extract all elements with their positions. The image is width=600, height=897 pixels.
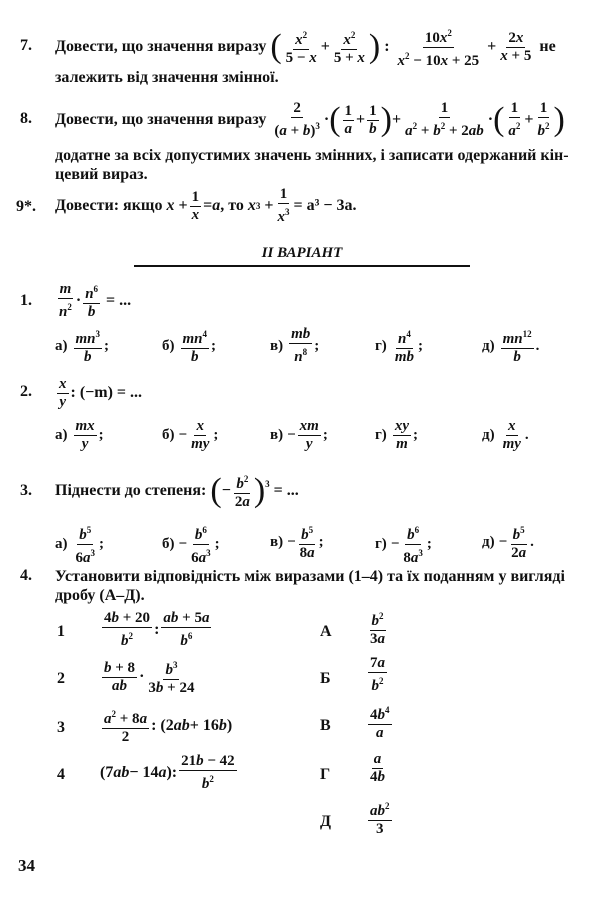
q3-text: Піднести до степеня:	[55, 482, 207, 499]
q4-right-E-letter: Д	[320, 813, 332, 830]
q3-option-b[interactable]: б) − $\frac{b^6}{6a^3}$ ;	[162, 522, 220, 567]
q1-tail: = ...	[106, 292, 132, 309]
problem-9-number: 9*.	[16, 198, 36, 215]
q4-right-C: $\frac{4b^4}{a}$	[366, 702, 394, 742]
q4-right-C-letter: В	[320, 717, 331, 734]
variant-title: II ВАРІАНТ	[261, 245, 343, 261]
q3-expression: Піднести до степеня: ( − $\frac{b^2}{2a}$ ) $^3$ = ...	[55, 472, 299, 510]
q2-option-b[interactable]: б) − $\frac{x}{my}$ ;	[162, 418, 219, 452]
q2-option-d[interactable]: г) $\frac{xy}{m}$ ;	[375, 418, 418, 452]
q1-expression: $\frac{m}{n^2}$ · $\frac{n^6}{b}$ = ...	[59, 281, 132, 320]
q4-left-1-number: 1	[57, 623, 65, 640]
problem-9: Довести: якщо x + $\frac{1}{x}$ = a , то x 3 + $\frac{1}{x^3}$ = a³ − 3a.	[55, 186, 357, 225]
q2-tail: : (−m) = ...	[70, 384, 143, 401]
q4-right-D-letter: Г	[320, 766, 331, 783]
q3-option-d[interactable]: г) − $\frac{b^6}{8a^3}$ ;	[375, 522, 432, 567]
variant-divider	[134, 265, 470, 267]
q1-option-c[interactable]: в) $\frac{mb}{n^8}$ ;	[270, 326, 320, 365]
q4-right-B: $\frac{7a}{b^2}$	[370, 655, 385, 694]
q3-option-a[interactable]: а) $\frac{b^5}{6a^3}$ ;	[55, 522, 104, 567]
q2-option-c[interactable]: в) − $\frac{xm}{y}$ ;	[270, 418, 328, 452]
q2-option-e[interactable]: д) $\frac{x}{my}$ .	[482, 418, 529, 452]
q2-option-a[interactable]: а) $\frac{mx}{y}$ ;	[55, 418, 104, 452]
problem-7-text: Довести, що значення виразу	[55, 38, 267, 55]
problem-7-line2: залежить від значення змінної.	[55, 69, 279, 86]
q4-right-A-letter: А	[320, 623, 332, 640]
q4-left-2: $\frac{b + 8}{ab}$ · $\frac{b^3}{3b + 24}$	[100, 657, 198, 697]
q4-left-3-number: 3	[57, 719, 65, 736]
problem-7-number: 7.	[20, 37, 32, 54]
problem-9-end: = a³ − 3a.	[293, 197, 357, 214]
problem-8-line2: додатне за всіх допустимих значень змінних, і записати одержаний кін-	[55, 147, 569, 164]
q2-number: 2.	[20, 383, 32, 400]
q4-number: 4.	[20, 567, 32, 584]
page-number: 34	[18, 856, 35, 875]
problem-9-mid: , то	[220, 197, 244, 214]
problem-9-text: Довести: якщо	[55, 197, 163, 214]
q4-left-4: (7 ab − 14 a ): $\frac{21b - 42}{b^2}$	[100, 753, 235, 792]
q3-number: 3.	[20, 482, 32, 499]
q1-option-d[interactable]: г) $\frac{n^4}{mb}$ ;	[375, 326, 423, 366]
problem-7: Довести, що значення виразу ( $\frac{x^2}{5 - x}$ + $\frac{x^2}{5 + x}$ ) : $\frac{10x^2}{x^2 - 10x + 25}$ + $\frac{2x}{x + 5}$ не	[55, 22, 556, 72]
q3-option-e[interactable]: д) − $\frac{b^5}{2a}$ .	[482, 522, 534, 562]
q4-right-A: $\frac{b^2}{3a}$	[366, 608, 389, 648]
problem-8-text: Довести, що значення виразу	[55, 111, 267, 128]
q1-option-e[interactable]: д) $\frac{mn^{12}}{b}$ .	[482, 326, 539, 366]
q4-left-3: $\frac{a^2 + 8a}{2}$ : (2 ab + 16 b )	[100, 706, 232, 746]
q4-right-E: $\frac{ab^2}{3}$	[366, 798, 394, 838]
problem-8: Довести, що значення виразу $\frac{2}{(a + b)^3}$ · ( $\frac{1}{a}$ + $\frac{1}{b}$ ) + $\frac{1}{a^2 + b^2 + 2ab}$ · ( $\frac{1}{a^2}$ + $\frac{1}{b^2}$ )	[55, 100, 565, 139]
q3-tail: = ...	[273, 482, 299, 499]
problem-8-number: 8.	[20, 110, 32, 127]
q4-left-1: $\frac{4b + 20}{b^2}$ : $\frac{ab + 5a}{b^6}$	[104, 610, 210, 649]
q4-right-D: $\frac{a}{4b}$	[370, 751, 385, 785]
q1-option-a[interactable]: а) $\frac{mn^3}{b}$ ;	[55, 326, 109, 366]
problem-8-line3: цевий вираз.	[55, 166, 148, 183]
q4-left-4-number: 4	[57, 766, 65, 783]
q1-option-b[interactable]: б) $\frac{mn^4}{b}$ ;	[162, 326, 216, 366]
q2-expression: $\frac{x}{y}$ : (−m) = ...	[59, 375, 143, 410]
q4-left-2-number: 2	[57, 670, 65, 687]
q4-line1: Установити відповідність між виразами (1–4) та їх поданням у вигляді	[55, 568, 565, 585]
q4-line2: дробу (А–Д).	[55, 587, 145, 604]
q3-option-c[interactable]: в) − $\frac{b^5}{8a}$ ;	[270, 522, 324, 562]
q1-number: 1.	[20, 292, 32, 309]
q4-right-B-letter: Б	[320, 670, 331, 687]
problem-7-tail: не	[539, 38, 556, 55]
